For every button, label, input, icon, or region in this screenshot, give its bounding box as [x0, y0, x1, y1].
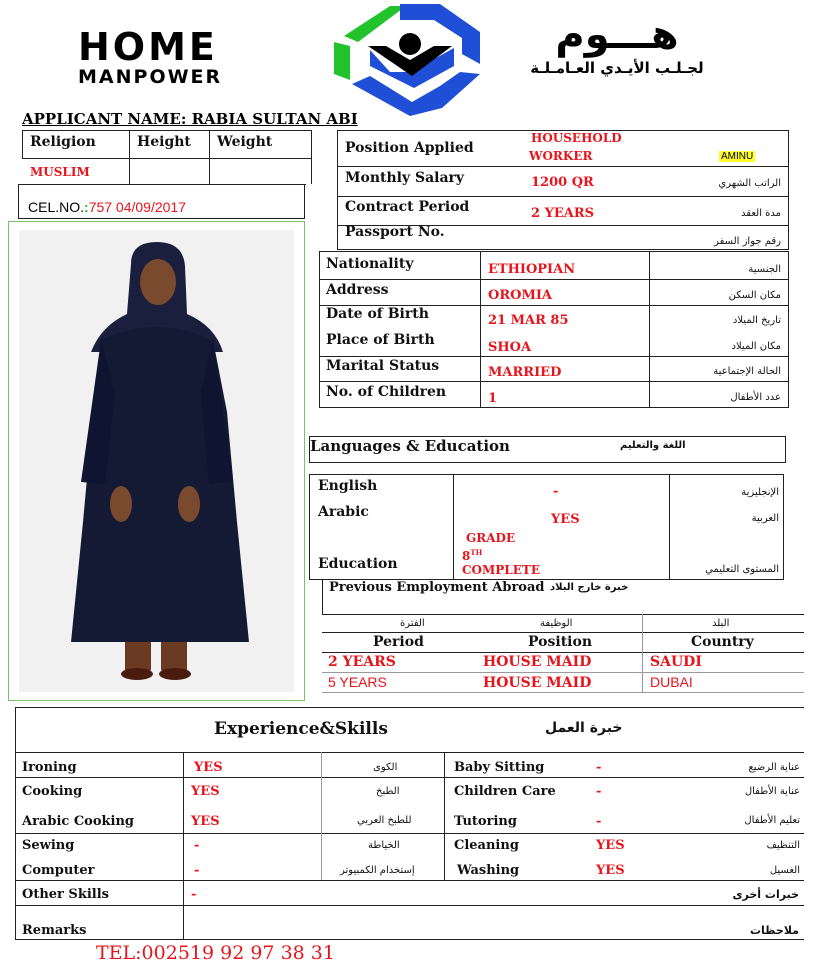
skill-ironing-ar: الكوى	[373, 762, 398, 773]
monthly-salary-ar: الراتب الشهري	[718, 178, 781, 189]
brand-arabic-title: هـــوم	[555, 12, 679, 58]
remarks-label: Remarks	[22, 923, 87, 938]
skill-children-care-label: Children Care	[454, 784, 556, 799]
religion-label: Religion	[30, 134, 96, 150]
brand-line1: HOME	[78, 25, 218, 69]
other-skills-value: -	[191, 887, 197, 902]
cel-no-value: 757 04/09/2017	[88, 199, 187, 215]
brand-arabic	[492, 12, 742, 78]
skill-sewing-label: Sewing	[22, 838, 75, 853]
skill-computer-ar: إستخدام الكمبيوتر	[340, 865, 415, 876]
skill-tutoring-label: Tutoring	[454, 814, 517, 829]
education-level-number: 8	[462, 549, 471, 563]
skill-washing-value: YES	[596, 863, 625, 878]
col-position: Position	[528, 634, 592, 650]
skill-cooking-ar: الطبخ	[376, 786, 400, 797]
marital-status-value: MARRIED	[488, 365, 562, 380]
education-complete: COMPLETE	[462, 563, 540, 577]
date-of-birth-label: Date of Birth	[326, 306, 429, 322]
children-label: No. of Children	[326, 384, 447, 400]
skill-baby-sitting-value: -	[596, 760, 602, 775]
english-label: English	[318, 478, 378, 494]
skill-ironing-label: Ironing	[22, 760, 77, 775]
education-level-suffix: TH	[470, 548, 483, 557]
education-level	[462, 548, 482, 563]
arabic-ar: العربية	[751, 513, 779, 524]
place-of-birth-value: SHOA	[488, 340, 532, 355]
cel-no-prefix: CEL.NO.	[28, 199, 85, 215]
cel-no	[28, 199, 186, 215]
address-value: OROMIA	[488, 288, 553, 303]
contract-period-value: 2 YEARS	[531, 206, 595, 221]
contract-period-label: Contract Period	[345, 199, 470, 215]
weight-label: Weight	[217, 134, 273, 150]
nationality-label: Nationality	[326, 256, 414, 272]
education-label: Education	[318, 556, 398, 572]
remarks-ar: ملاحظات	[750, 924, 799, 937]
skills-title: Experience&Skills	[214, 719, 388, 739]
skill-cooking-label: Cooking	[22, 784, 83, 799]
date-of-birth-ar: تاريخ الميلاد	[732, 315, 781, 326]
skill-computer-label: Computer	[22, 863, 95, 878]
religion-value: MUSLIM	[30, 165, 90, 179]
col-country-ar: البلد	[712, 618, 730, 629]
skill-sewing-value: -	[194, 838, 200, 853]
skill-cooking-value: YES	[191, 784, 220, 799]
applicant-photo	[8, 221, 305, 701]
skill-washing-ar: الغسيل	[769, 865, 800, 876]
brand-wordmark	[78, 25, 318, 88]
employment-row-1-position: HOUSE MAID	[483, 654, 592, 670]
position-applied-label: Position Applied	[345, 140, 474, 156]
address-label: Address	[326, 282, 389, 298]
skill-baby-sitting-label: Baby Sitting	[454, 760, 545, 775]
brand-arabic-subtitle: لجـلـب الأيـدي العـامـلـة	[530, 59, 704, 77]
skill-cleaning-ar: التنظيف	[766, 840, 800, 851]
position-applied-value-2: WORKER	[529, 149, 593, 163]
marital-status-label: Marital Status	[326, 358, 440, 374]
languages-title: Languages & Education	[310, 437, 510, 455]
contract-period-ar: مدة العقد	[741, 208, 781, 219]
children-ar: عدد الأطفال	[730, 392, 781, 403]
arabic-value: YES	[551, 512, 580, 527]
other-skills-ar: خبرات أخرى	[732, 888, 799, 901]
skill-tutoring-value: -	[596, 814, 602, 829]
marital-status-ar: الحالة الإجتماعية	[713, 366, 781, 377]
agent-tag: AMINU	[721, 151, 754, 162]
children-value: 1	[488, 391, 498, 406]
nationality-ar: الجنسية	[748, 264, 781, 275]
col-position-ar: الوظيفة	[540, 618, 573, 629]
cel-no-colon: :	[84, 199, 89, 215]
passport-label: Passport No.	[345, 224, 445, 240]
place-of-birth-ar: مكان الميلاد	[731, 341, 781, 352]
employment-row-2-period: 5 YEARS	[328, 674, 387, 690]
brand-line2: MANPOWER	[78, 66, 223, 88]
address-ar: مكان السكن	[728, 290, 781, 301]
english-value: -	[553, 484, 559, 499]
employment-row-1-period: 2 YEARS	[328, 654, 396, 670]
skill-washing-label: Washing	[457, 863, 520, 878]
skill-cleaning-label: Cleaning	[454, 838, 519, 853]
employment-title-ar: خبرة خارج البلاد	[550, 582, 629, 593]
employment-title: Previous Employment Abroad	[329, 580, 545, 595]
skills-title-ar: خبرة العمل	[545, 720, 623, 736]
monthly-salary-value: 1200 QR	[531, 175, 594, 190]
arabic-label: Arabic	[318, 504, 369, 520]
employment-row-2-position: HOUSE MAID	[483, 675, 592, 691]
skill-computer-value: -	[194, 863, 200, 878]
skill-tutoring-ar: تعليم الأطفال	[744, 815, 800, 826]
date-of-birth-value: 21 MAR 85	[488, 313, 569, 328]
monthly-salary-label: Monthly Salary	[345, 170, 465, 186]
logo-emblem-icon	[330, 2, 486, 118]
place-of-birth-label: Place of Birth	[326, 332, 435, 348]
nationality-value: ETHIOPIAN	[488, 262, 576, 277]
skill-children-care-value: -	[596, 784, 602, 799]
languages-title-ar: اللغة والتعليم	[620, 440, 686, 451]
skill-cleaning-value: YES	[596, 838, 625, 853]
skill-sewing-ar: الخياطة	[368, 840, 400, 851]
person-figure-icon	[9, 222, 304, 700]
education-ar: المستوى التعليمي	[705, 564, 779, 575]
skill-children-care-ar: عناية الأطفال	[744, 786, 800, 797]
skill-arabic-cooking-label: Arabic Cooking	[22, 814, 135, 829]
passport-ar: رقم جواز السفر	[714, 236, 781, 247]
height-label: Height	[137, 134, 191, 150]
col-country: Country	[691, 634, 754, 650]
skill-ironing-value: YES	[194, 760, 223, 775]
skill-arabic-cooking-ar: للطبخ العربي	[357, 815, 412, 826]
other-skills-label: Other Skills	[22, 887, 109, 902]
col-period-ar: الفترة	[400, 618, 425, 629]
skill-arabic-cooking-value: YES	[191, 814, 220, 829]
telephone: TEL:002519 92 97 38 31	[96, 942, 335, 964]
applicant-name: APPLICANT NAME: RABIA SULTAN ABI	[22, 110, 358, 128]
position-applied-value-1: HOUSEHOLD	[531, 131, 622, 145]
col-period: Period	[373, 634, 424, 650]
employment-row-1-country: SAUDI	[650, 654, 702, 670]
education-grade: GRADE	[466, 531, 516, 545]
employment-row-2-country: DUBAI	[650, 674, 693, 690]
skill-baby-sitting-ar: عناية الرضيع	[748, 762, 800, 773]
english-ar: الإنجليزية	[741, 487, 779, 498]
